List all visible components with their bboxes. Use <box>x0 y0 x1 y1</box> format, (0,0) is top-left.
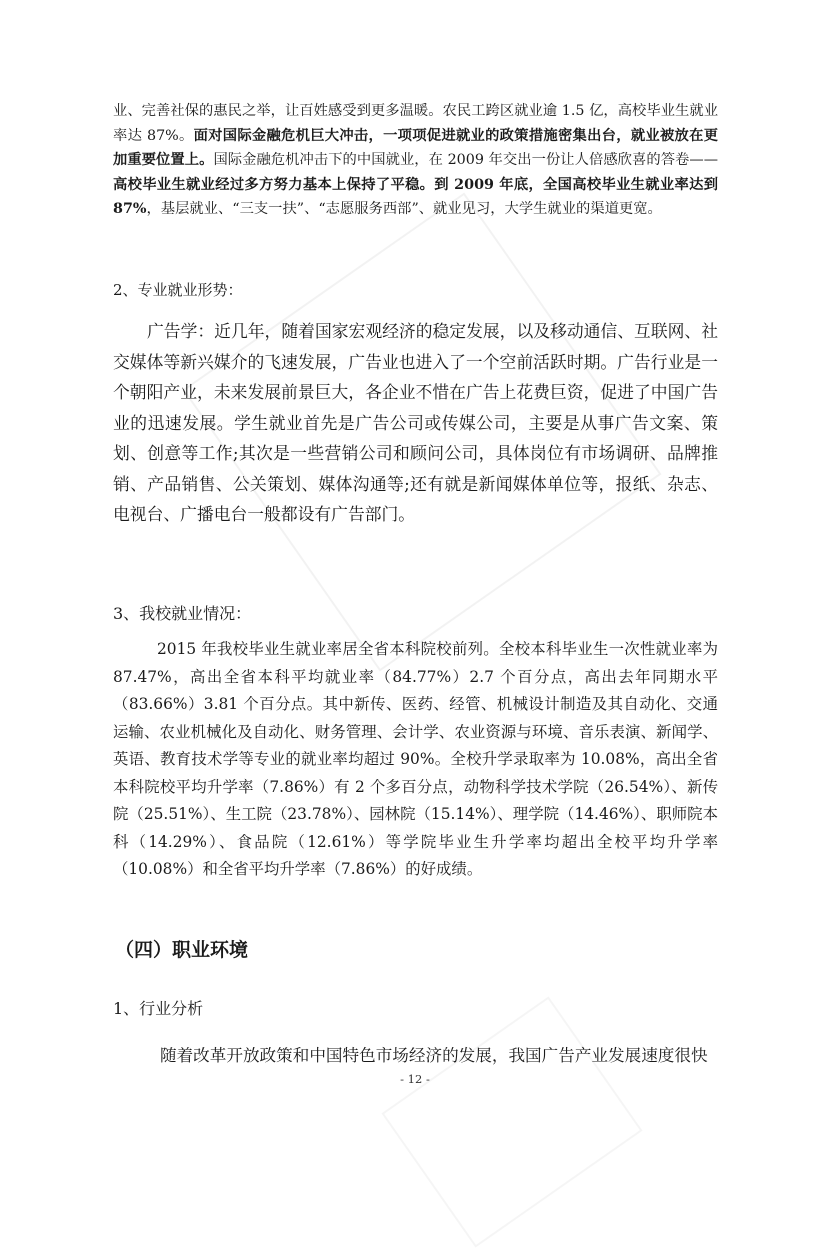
section-heading-industry-analysis: 1、行业分析 <box>113 999 204 1018</box>
paragraph-employment-overview <box>113 99 718 222</box>
bold-text-segment: 面对国际金融危机巨大冲击，一项项促进就业的政策措施密集出台，就业被放在更加重要位置上。 <box>113 127 719 168</box>
chapter-heading-career-environment: （四）职业环境 <box>115 939 249 961</box>
bold-text-segment: 高校毕业生就业经过多方努力基本上保持了平稳。到 2009 年底，全国高校毕业生就业率达到 87% <box>113 176 718 217</box>
paragraph-school-employment: 2015 年我校毕业生就业率居全省本科院校前列。全校本科毕业生一次性就业率为 87.47%，高出全省本科平均就业率（84.77%）2.7 个百分点，高出去年同期水平（83.66%）3.81 个百分点。其中新传、医药、经管、机械设计制造及其自动化、交通运输、农业机械化及自动化、财务管理、会计学、农业资源与环境、音乐表演、新闻学、英语、教育技术学等专业的就业率均超过 90%。全校升学录取率为 10.08%，高出全省本科院校平均升学率（7.86%）有 2 个多百分点，动物科学技术学院（26.54%）、新传院（25.51%）、生工院（23.78%）、园林院（15.14%）、理学院（14.46%）、职师院本科（14.29%）、食品院（12.61%）等学院毕业生升学率均超出全校平均升学率（10.08%）和全省平均升学率（7.86%）的好成绩。 <box>113 640 718 878</box>
paragraph-industry-analysis: 随着改革开放政策和中国特色市场经济的发展，我国广告产业发展速度很快 <box>160 1046 708 1065</box>
watermark-stamp-lower <box>381 996 642 1247</box>
text-segment: 国际金融危机冲击下的中国就业，在 2009 年交出一份让人倍感欣喜的答卷—— <box>213 152 718 168</box>
section-heading-major-outlook: 2、专业就业形势： <box>113 281 243 299</box>
text-segment: ，基层就业、“三支一扶”、“志愿服务西部”、就业见习，大学生就业的渠道更宽。 <box>146 201 662 217</box>
text-segment: 业、完善社保的惠民之举，让百姓感受到更多温暖。农民工跨区就业逾 1.5 亿，高校毕业生就业率达 87%。 <box>113 103 718 144</box>
paragraph-advertising: 广告学：近几年，随着国家宏观经济的稳定发展，以及移动通信、互联网、社交媒体等新兴媒介的飞速发展，广告业也进入了一个空前活跃时期。广告行业是一个朝阳产业，未来发展前景巨大，各企业不惜在广告上花费巨资，促进了中国广告业的迅速发展。学生就业首先是广告公司或传媒公司，主要是从事广告文案、策划、创意等工作;其次是一些营销公司和顾问公司，具体岗位有市场调研、品牌推销、产品销售、公关策划、媒体沟通等;还有就是新闻媒体单位等，报纸、杂志、电视台、广播电台一般都设有广告部门。 <box>113 321 718 524</box>
section-heading-school-employment: 3、我校就业情况： <box>113 604 252 623</box>
page-number: - 12 - <box>400 1072 430 1086</box>
